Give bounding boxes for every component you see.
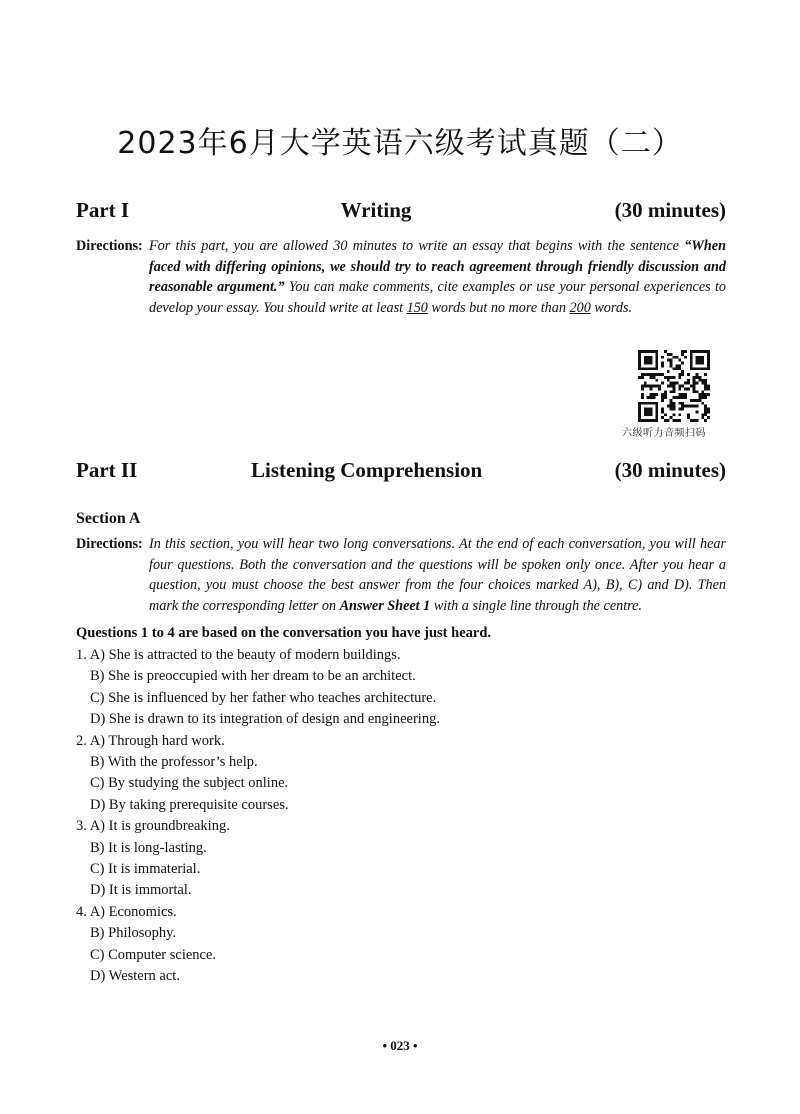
min-words: 150 (406, 299, 428, 316)
directions-text-part: For this part, you are allowed 30 minutes to write an essay that begins with the sentence (149, 238, 685, 254)
part-two-directions (76, 534, 726, 616)
directions-label: Directions: (76, 238, 143, 254)
option-text: C) She is influenced by her father who teaches architecture. (90, 689, 437, 706)
question-list (76, 645, 726, 988)
option-text: A) She is attracted to the beauty of modern buildings. (89, 647, 401, 663)
option-text: B) Philosophy. (90, 925, 177, 942)
option-text: C) Computer science. (90, 946, 217, 963)
question-option (76, 795, 726, 816)
question-option (76, 666, 726, 687)
directions-text (149, 236, 726, 318)
answer-sheet-ref: Answer Sheet 1 (339, 597, 431, 614)
qr-code-icon[interactable] (638, 350, 710, 422)
question-option (76, 945, 726, 966)
part-two-header (76, 458, 726, 488)
question-option (76, 688, 726, 709)
part-one-header (76, 198, 726, 228)
part-one-directions (76, 236, 726, 318)
question-option (76, 902, 726, 923)
option-text: A) Economics. (89, 903, 177, 920)
essay-prompt-quote: “When faced with differing opinions, we should try to reach agreement through friendly discussion and reasonable argument.” (149, 238, 726, 296)
question-option (76, 709, 726, 730)
part-two-time: (30 minutes) (614, 458, 726, 482)
option-text: D) By taking prerequisite courses. (90, 796, 289, 813)
directions-text-part: You can make comments, cite examples or use your personal experiences to develop your essay. You should write at least (149, 279, 727, 316)
option-text: D) It is immortal. (90, 882, 192, 899)
max-words: 200 (569, 299, 591, 316)
question-option (76, 731, 726, 752)
part-one-label: Part I (76, 198, 130, 222)
question-option (76, 966, 726, 987)
question-option (76, 773, 726, 794)
question-option (76, 880, 726, 901)
directions-text-part: with a single line through the centre. (430, 597, 642, 614)
option-text: A) It is groundbreaking. (89, 818, 230, 835)
question-option (76, 752, 726, 773)
question-option (76, 859, 726, 880)
question-option (76, 816, 726, 837)
question-number: 2. (76, 732, 87, 749)
page-title: 2023年6月大学英语六级考试真题（二） (117, 126, 683, 161)
qr-caption: 六级听力音频扫码 (622, 428, 706, 439)
question-number: 1. (76, 647, 87, 663)
option-text: D) She is drawn to its integration of design and engineering. (90, 711, 440, 728)
option-text: A) Through hard work. (89, 732, 225, 749)
directions-text-part: In this section, you will hear two long conversations. At the end of each conversation, you will hear four questions. Both the conversation and the questions will be spoken only once. After you hear a question, you must choose the best answer from the four choices marked A), B), C) and D). Then mark the corresponding letter on (149, 536, 726, 614)
question-group-title: Questions 1 to 4 are based on the conversation you have just heard. (76, 625, 492, 641)
option-text: C) It is immaterial. (90, 861, 201, 878)
question-option (76, 923, 726, 944)
question-option (76, 838, 726, 859)
option-text: D) Western act. (90, 968, 180, 985)
part-one-name: Writing (340, 198, 412, 222)
option-text: B) It is long-lasting. (90, 839, 207, 856)
option-text: B) With the professor’s help. (90, 754, 258, 771)
option-text: C) By studying the subject online. (90, 775, 289, 792)
directions-text (149, 534, 726, 616)
page-number: • 023 • (382, 1038, 418, 1053)
question-number: 3. (76, 818, 87, 835)
part-two-name: Listening Comprehension (251, 458, 483, 482)
directions-text-part: words. (590, 299, 633, 316)
directions-label: Directions: (76, 536, 143, 552)
section-a-label: Section A (76, 510, 141, 527)
question-number: 4. (76, 903, 87, 920)
part-one-time: (30 minutes) (614, 198, 726, 222)
directions-text-part: words but no more than (427, 299, 570, 316)
part-two-label: Part II (76, 458, 138, 482)
question-option (76, 645, 726, 666)
option-text: B) She is preoccupied with her dream to be an architect. (90, 668, 416, 685)
